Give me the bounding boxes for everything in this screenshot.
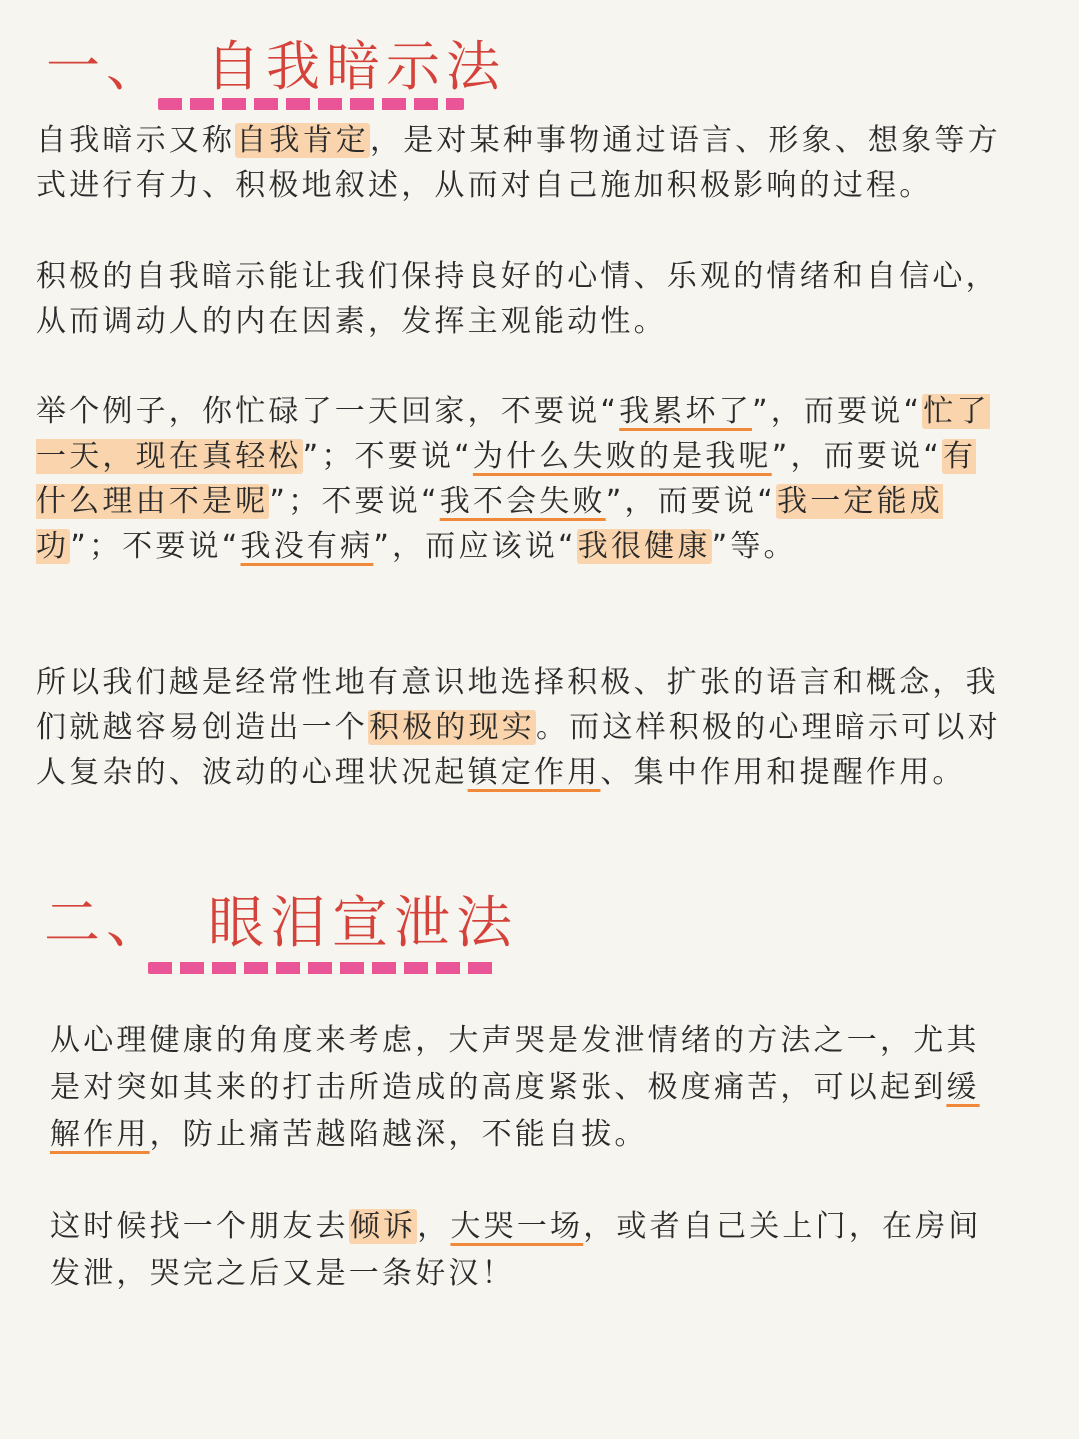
highlight-phrase: 我很健康 <box>577 529 711 564</box>
text-run: ， <box>417 1209 451 1244</box>
section2-paragraph-1 <box>50 1017 1000 1158</box>
section1-number: 一、 <box>46 35 166 98</box>
text-run: ”，而要说“ <box>751 394 923 429</box>
underline-phrase: 我不会失败 <box>439 484 606 519</box>
section1-title: 自我暗示法 <box>206 35 506 98</box>
section1-paragraph-4 <box>36 660 1004 795</box>
text-run: 举个例子，你忙碌了一天回家，不要说“ <box>36 394 620 429</box>
text-run: 。而这样积极的心理暗示可以对人复杂的、波动的心理状况起 <box>36 710 1001 790</box>
section1-heading <box>46 35 506 98</box>
text-run: 自我暗示又称 <box>36 123 236 158</box>
text-run: 、集中作用和提醒作用。 <box>600 755 966 790</box>
text-run: ”，而要说“ <box>605 484 776 519</box>
section2-number: 二、 <box>44 891 168 956</box>
section2-paragraph-2 <box>50 1203 1000 1297</box>
text-run: 从心理健康的角度来考虑，大声哭是发泄情绪的方法之一，尤其是对突如其来的打击所造成的高度紧张、极度痛苦，可以起到 <box>50 1023 980 1105</box>
text-run: ”，而要说“ <box>771 439 943 474</box>
section1-paragraph-1 <box>36 118 1004 208</box>
highlight-phrase: 忙了一天，现在真轻松 <box>36 394 990 474</box>
underline-phrase: 我没有病 <box>240 529 374 564</box>
text-run: ”等。 <box>711 529 797 564</box>
underline-phrase: 缓解作用 <box>50 1070 980 1152</box>
section2-title: 眼泪宣泄法 <box>208 891 518 956</box>
text-run: ，或者自己关上门，在房间发泄，哭完之后又是一条好汉！ <box>50 1209 982 1291</box>
underline-phrase: 为什么失败的是我呢 <box>472 439 772 474</box>
underline-phrase: 镇定作用 <box>467 755 601 790</box>
text-run: ”；不要说“ <box>70 529 241 564</box>
section1-paragraph-3 <box>36 389 1004 569</box>
section1-title-underline <box>158 98 464 110</box>
text-run: ，是对某种事物通过语言、形象、想象等方式进行有力、积极地叙述，从而对自己施加积极影响的过程。 <box>36 123 1001 203</box>
text-run: ，防止痛苦越陷越深，不能自拔。 <box>149 1117 648 1152</box>
section2-title-underline <box>148 962 498 974</box>
highlight-phrase: 积极的现实 <box>369 710 535 745</box>
text-run: ”；不要说“ <box>269 484 440 519</box>
underline-phrase: 我累坏了 <box>619 394 752 429</box>
text-run: ”，而应该说“ <box>373 529 577 564</box>
highlight-phrase: 倾诉 <box>349 1209 417 1244</box>
highlight-self-affirmation: 自我肯定 <box>236 123 370 158</box>
section2-heading <box>44 891 518 956</box>
highlight-phrase: 我一定能成功 <box>36 484 943 564</box>
section1-paragraph-2: 积极的自我暗示能让我们保持良好的心情、乐观的情绪和自信心，从而调动人的内在因素，发挥主观能动性。 <box>36 259 999 339</box>
highlight-phrase: 有什么理由不是呢 <box>36 439 977 519</box>
text-run: ”；不要说“ <box>302 439 473 474</box>
underline-phrase: 大哭一场 <box>450 1209 584 1244</box>
text-run: 这时候找一个朋友去 <box>50 1209 349 1244</box>
text-run: 所以我们越是经常性地有意识地选择积极、扩张的语言和概念，我们就越容易创造出一个 <box>36 665 999 745</box>
